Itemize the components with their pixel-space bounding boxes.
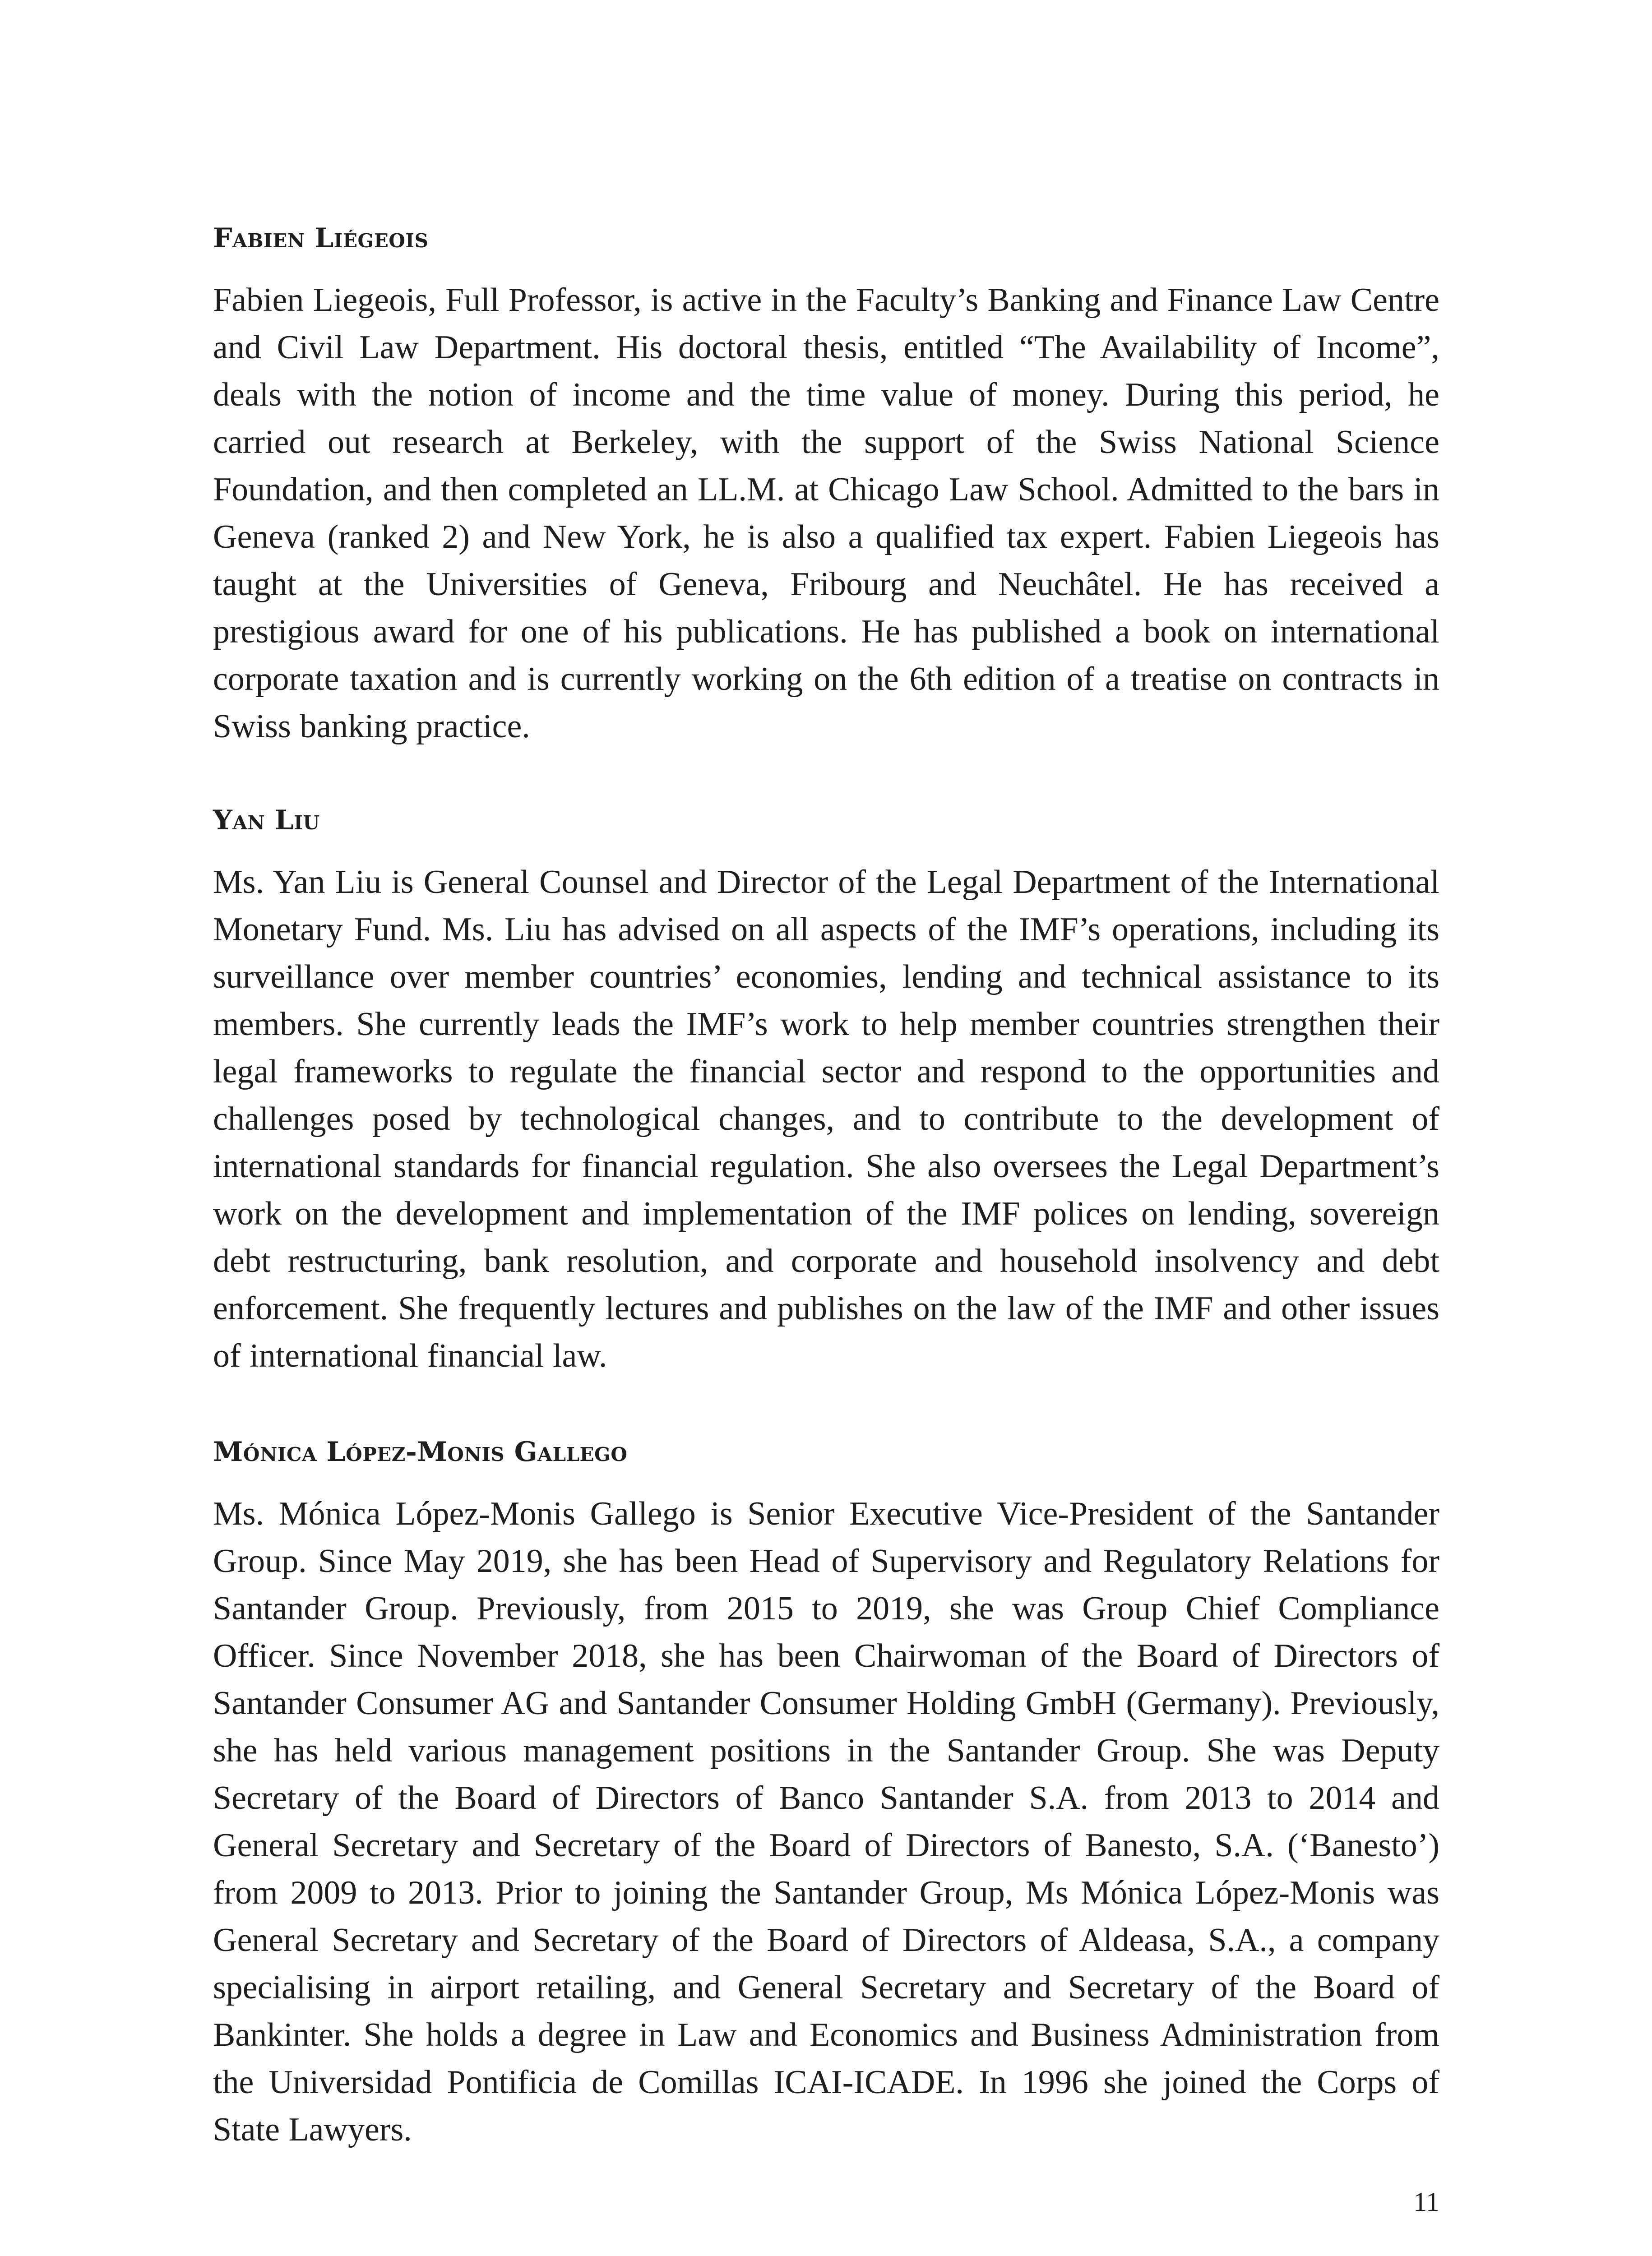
page-number: 11 xyxy=(1413,2187,1439,2217)
bio-paragraph: Ms. Mónica López-Monis Gallego is Senior Executive Vice-President of the Santander Group. Since May 2019, she has been Head of Supervisory and Regulatory Relations for Santander Group. Previously, from 2015 to 2019, she was Group Chief Compliance Officer. Since November 2018, she has been Chairwoman of the Board of Directors of Santander Consumer AG and Santander Consumer Holding GmbH (Germany). Previously, she has held various management positions in the Santander Group. She was Deputy Secretary of the Board of Directors of Banco Santander S.A. from 2013 to 2014 and General Secretary and Secretary of the Board of Directors of Banesto, S.A. (‘Banesto’) from 2009 to 2013. Prior to joining the Santander Group, Ms Mónica López-Monis was General Secretary and Secretary of the Board of Directors of Aldeasa, S.A., a company specialising in airport retailing, and General Secretary and Secretary of the Board of Bankinter. She holds a degree in Law and Economics and Business Administration from the Universidad Pontificia de Comillas ICAI-ICADE. In 1996 she joined the Corps of State Lawyers. xyxy=(213,1495,1439,2148)
bio-heading: Yan Liu xyxy=(213,804,320,836)
bio-heading: Mónica López-Monis Gallego xyxy=(213,1436,628,1468)
bio-paragraph: Ms. Yan Liu is General Counsel and Director of the Legal Department of the International Monetary Fund. Ms. Liu has advised on all aspects of the IMF’s operations, including its surveillance over member countries’ economies, lending and technical assistance to its members. She currently leads the IMF’s work to help member countries strengthen their legal frameworks to regulate the financial sector and respond to the opportunities and challenges posed by technological changes, and to contribute to the development of international standards for financial regulation. She also oversees the Legal Department’s work on the development and implementation of the IMF polices on lending, sovereign debt restructuring, bank resolution, and corporate and household insolvency and debt enforcement. She frequently lectures and publishes on the law of the IMF and other issues of international financial law. xyxy=(213,864,1439,1374)
bio-paragraph: Fabien Liegeois, Full Professor, is active in the Faculty’s Banking and Finance Law Centre and Civil Law Department. His doctoral thesis, entitled “The Availability of Income”, deals with the notion of income and the time value of money. During this period, he carried out research at Berkeley, with the support of the Swiss National Science Foundation, and then completed an LL.M. at Chicago Law School. Admitted to the bars in Geneva (ranked 2) and New York, he is also a qualified tax expert. Fabien Liegeois has taught at the Universities of Geneva, Fribourg and Neuchâtel. He has received a prestigious award for one of his publications. He has published a book on international corporate taxation and is currently working on the 6th edition of a treatise on contracts in Swiss banking practice. xyxy=(213,282,1439,745)
bio-heading: Fabien Liégeois xyxy=(213,222,429,254)
